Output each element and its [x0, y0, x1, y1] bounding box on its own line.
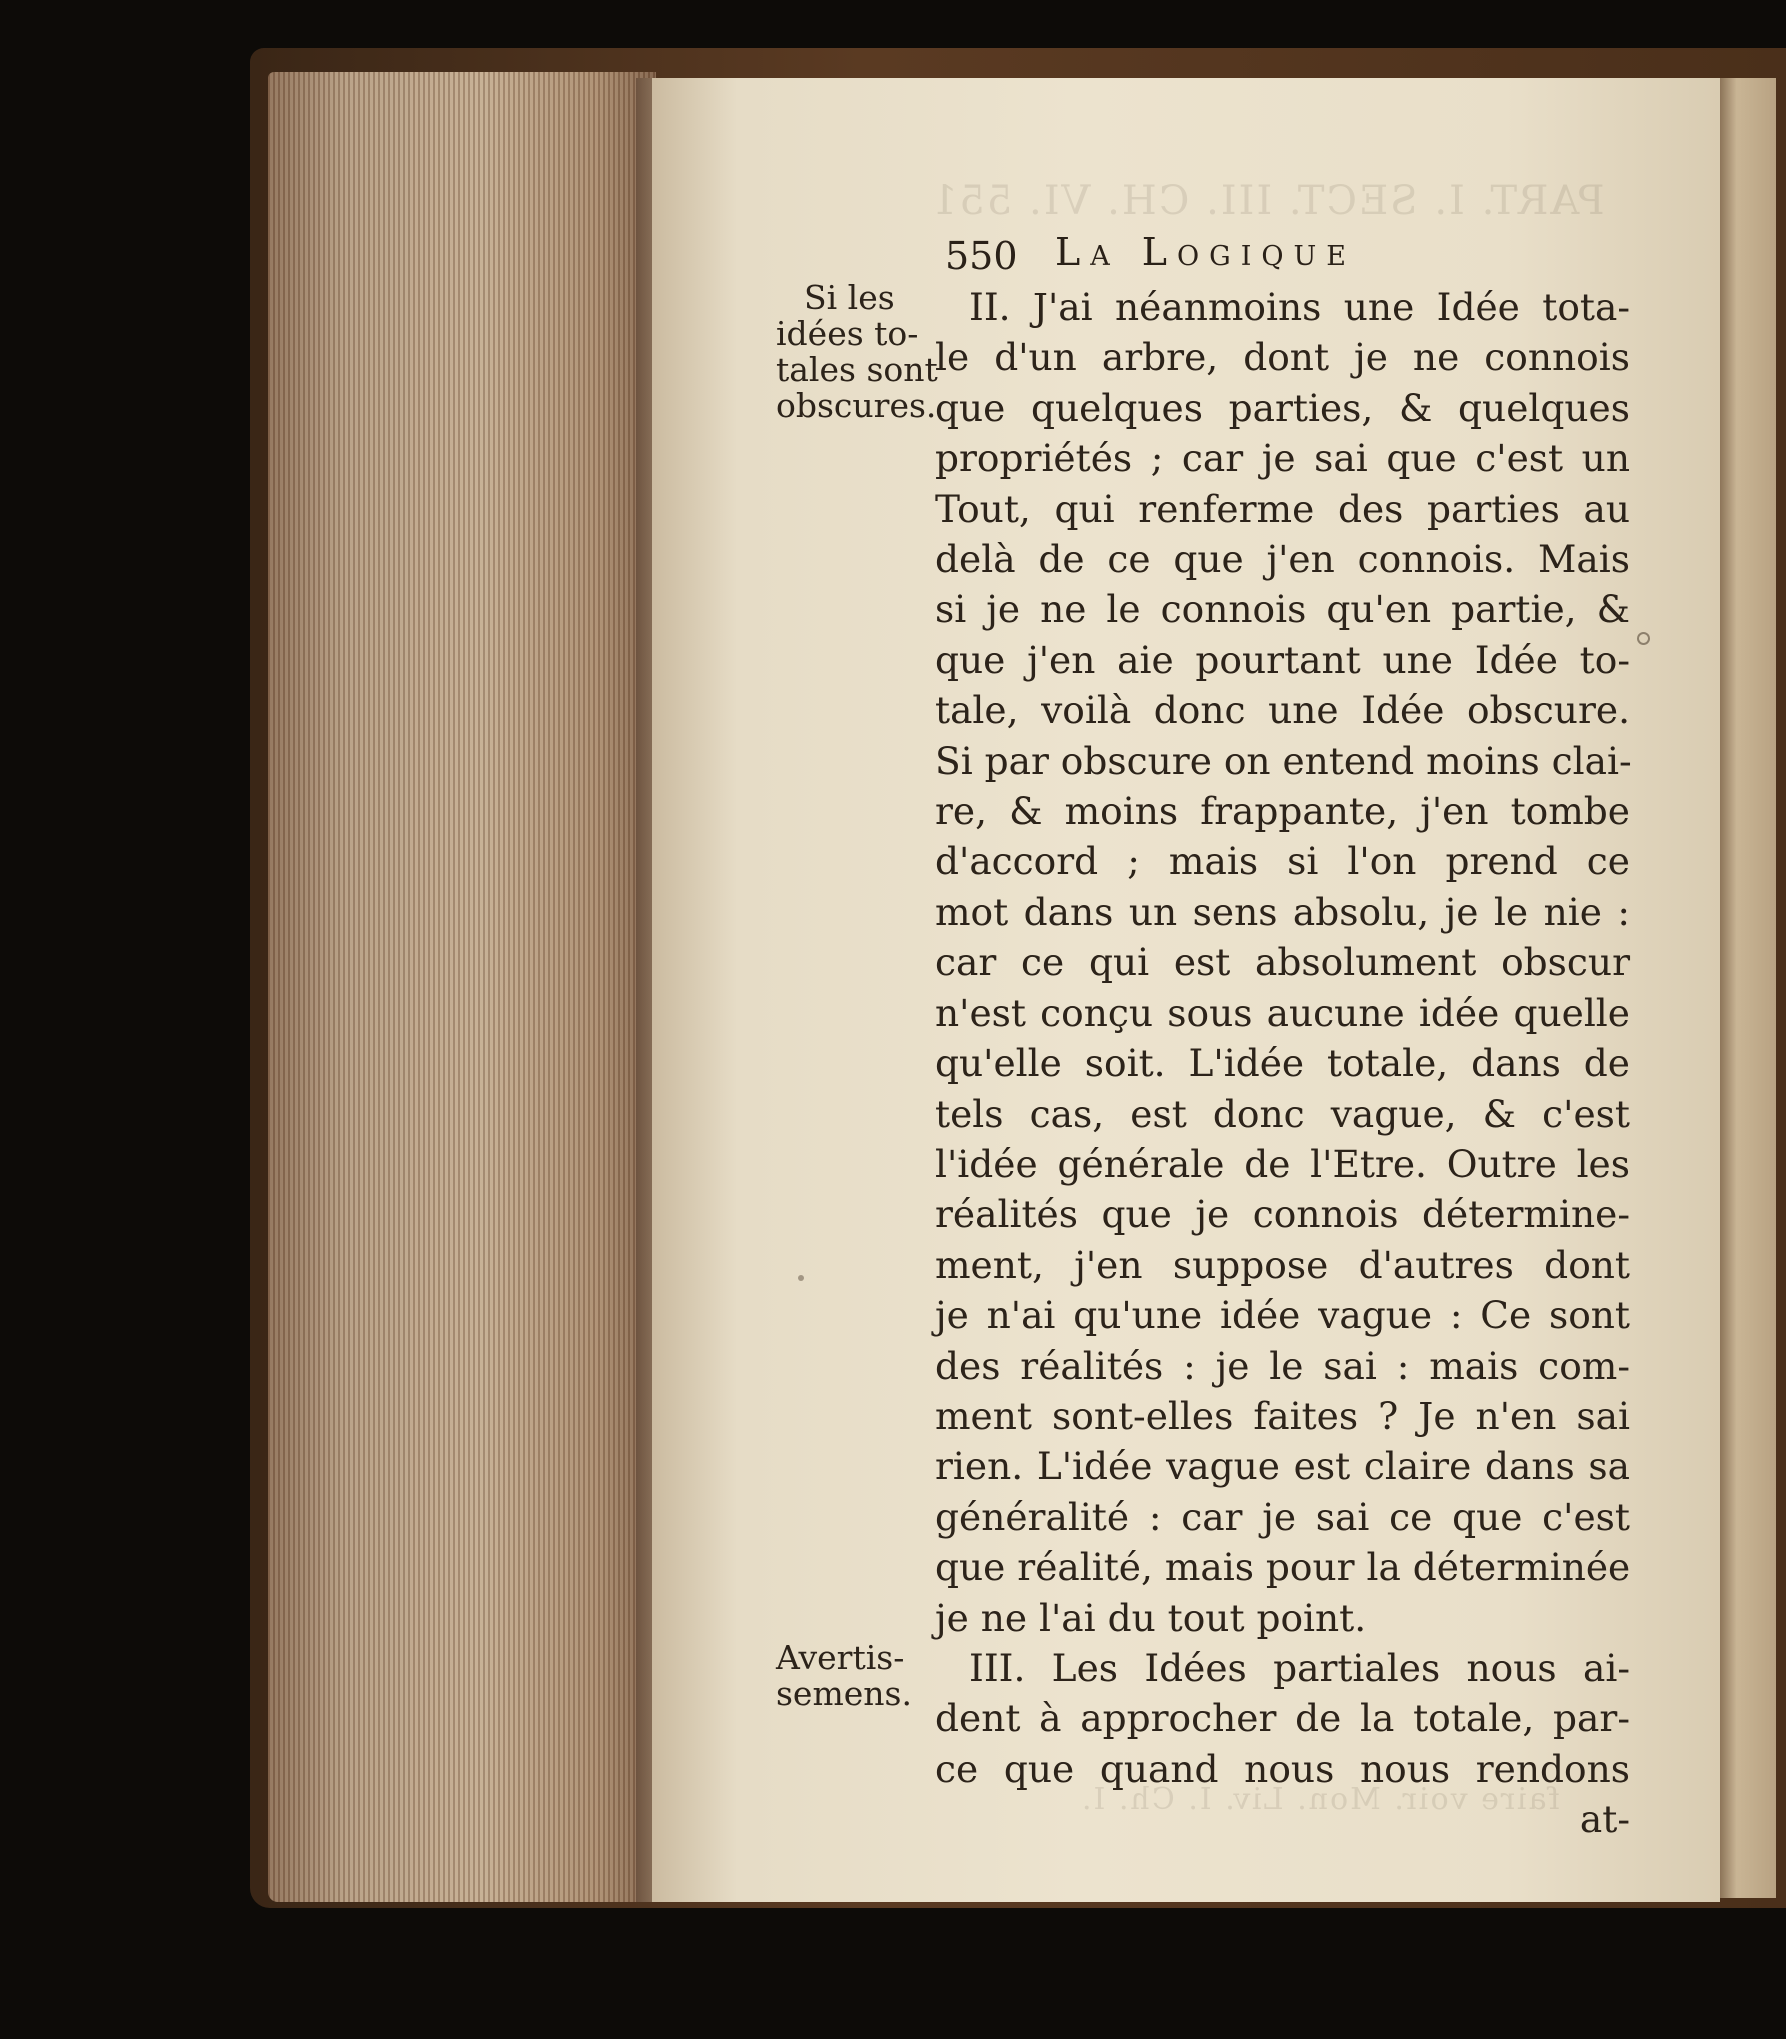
margin-note-line: obscures.	[776, 386, 937, 425]
margin-note-line: Avertis-	[776, 1638, 905, 1677]
text-line: réalités que je connois détermine-	[935, 1192, 1630, 1237]
running-header	[945, 230, 1545, 290]
margin-note-line: idées to-	[776, 314, 919, 353]
text-line: ment, j'en suppose d'autres dont	[935, 1242, 1630, 1287]
margin-note-line: Si les	[804, 278, 895, 317]
text-line: Tout, qui renferme des parties au	[935, 486, 1630, 531]
text-line: tale, voilà donc une Idée obscure.	[935, 688, 1630, 733]
bleed-through-header: PART. I. SECT. III. CH. VI. 551	[930, 178, 1605, 224]
text-line: at-	[1579, 1797, 1630, 1842]
text-line: généralité : car je sai ce que c'est	[935, 1494, 1630, 1539]
margin-note-line: semens.	[776, 1674, 912, 1713]
text-line: tels cas, est donc vague, & c'est	[935, 1091, 1630, 1136]
text-line: III. Les Idées partiales nous ai-	[969, 1645, 1630, 1690]
page-number: 550	[945, 234, 1018, 278]
text-line: ment sont-elles faites ? Je n'en sai	[935, 1393, 1630, 1438]
margin-note	[776, 280, 936, 424]
text-line: ce que quand nous nous rendons	[935, 1746, 1630, 1791]
text-line: Si par obscure on entend moins clai-	[935, 738, 1632, 783]
text-line: d'accord ; mais si l'on prend ce	[935, 839, 1630, 884]
margin-note-line: tales sont	[776, 350, 938, 389]
text-line: n'est conçu sous aucune idée quelle	[935, 990, 1630, 1035]
text-line: le d'un arbre, dont je ne connois	[935, 335, 1630, 380]
page-edges	[268, 72, 656, 1902]
text-line: l'idée générale de l'Etre. Outre les	[935, 1141, 1630, 1186]
text-line: je ne l'ai du tout point.	[935, 1595, 1367, 1640]
text-line: si je ne le connois qu'en partie, &	[935, 587, 1630, 632]
text-line: que j'en aie pourtant une Idée to-	[935, 637, 1630, 682]
facing-page-edge	[1720, 78, 1776, 1898]
text-line: mot dans un sens absolu, je le nie :	[935, 889, 1630, 934]
body-text	[935, 282, 1630, 1845]
text-line: des réalités : je le sai : mais com-	[935, 1343, 1630, 1388]
text-line: rien. L'idée vague est claire dans sa	[935, 1444, 1630, 1489]
text-line: re, & moins frappante, j'en tombe	[935, 789, 1630, 834]
ink-spot	[1637, 632, 1650, 645]
text-line: que quelques parties, & quelques	[935, 385, 1630, 430]
text-line: II. J'ai néanmoins une Idée tota-	[969, 285, 1630, 329]
text-line: qu'elle soit. L'idée totale, dans de	[935, 1041, 1630, 1086]
text-line: propriétés ; car je sai que c'est un	[935, 436, 1630, 481]
text-line: car ce qui est absolument obscur	[935, 940, 1630, 985]
text-line: delà de ce que j'en connois. Mais	[935, 537, 1630, 582]
margin-note	[776, 1640, 936, 1712]
bleed-through-footer: faire voir. Mon. Liv. I. Ch. I.	[1080, 1782, 1560, 1817]
ink-spot	[798, 1275, 804, 1281]
running-title: La Logique	[1055, 230, 1357, 274]
text-line: je n'ai qu'une idée vague : Ce sont	[935, 1293, 1630, 1338]
text-line: que réalité, mais pour la déterminée	[935, 1545, 1631, 1590]
text-line: dent à approcher de la totale, par-	[935, 1696, 1630, 1741]
